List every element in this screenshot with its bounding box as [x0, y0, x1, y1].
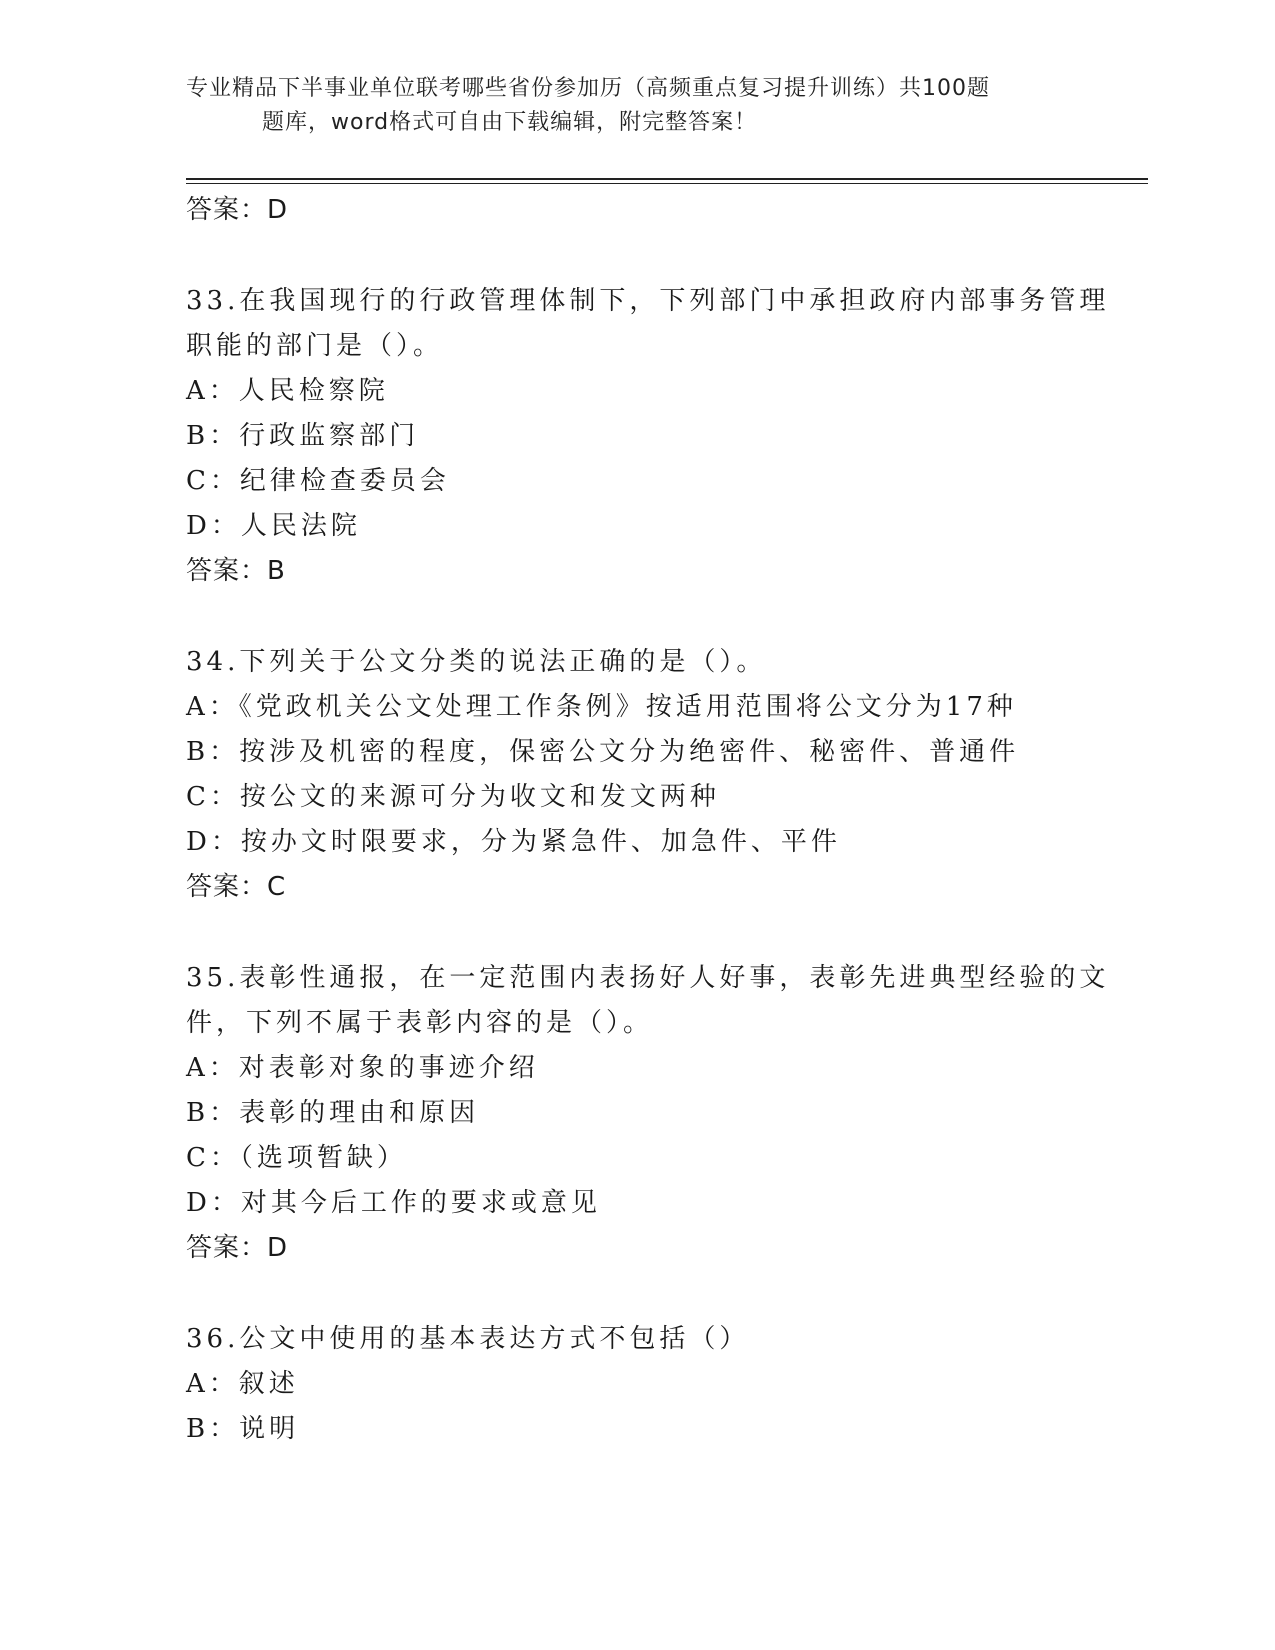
question-text: 35.表彰性通报，在一定范围内表扬好人好事，表彰先进典型经验的文 [186, 963, 1110, 993]
question-text: 职能的部门是（）。 [186, 331, 444, 361]
option-a: A：对表彰对象的事迹介绍 [186, 1053, 539, 1083]
header-rule-thin [186, 183, 1148, 184]
option-c: C：（选项暂缺） [186, 1143, 407, 1173]
document-header [186, 72, 1066, 140]
question-text: 件，下列不属于表彰内容的是（）。 [186, 1008, 654, 1038]
answer-line: 答案：B [186, 556, 286, 586]
option-a: A：人民检察院 [186, 376, 389, 406]
option-a: A：叙述 [186, 1369, 299, 1399]
header-rule-thick [186, 178, 1148, 180]
answer-line: 答案：D [186, 1233, 289, 1263]
question-text: 34.下列关于公文分类的说法正确的是（）。 [186, 647, 767, 677]
option-d: D：人民法院 [186, 511, 361, 541]
header-title-line-2: 题库，word格式可自由下载编辑，附完整答案！ [262, 110, 758, 135]
answer-line: 答案：D [186, 195, 289, 225]
option-c: C：按公文的来源可分为收文和发文两种 [186, 782, 720, 812]
option-d: D：对其今后工作的要求或意见 [186, 1188, 601, 1218]
option-d: D：按办文时限要求，分为紧急件、加急件、平件 [186, 827, 841, 857]
option-b: B：表彰的理由和原因 [186, 1098, 480, 1128]
question-text: 36.公文中使用的基本表达方式不包括（） [186, 1324, 750, 1354]
question-list [186, 188, 1110, 1452]
option-b: B：说明 [186, 1414, 300, 1444]
answer-line: 答案：C [186, 872, 287, 902]
question-text: 33.在我国现行的行政管理体制下，下列部门中承担政府内部事务管理 [186, 286, 1110, 316]
header-title-line-1: 专业精品下半事业单位联考哪些省份参加历（高频重点复习提升训练）共100题 [186, 76, 990, 101]
option-b: B：按涉及机密的程度，保密公文分为绝密件、秘密件、普通件 [186, 737, 1020, 767]
option-b: B：行政监察部门 [186, 421, 420, 451]
option-c: C：纪律检查委员会 [186, 466, 450, 496]
option-a: A：《党政机关公文处理工作条例》按适用范围将公文分为17种 [186, 692, 1017, 722]
